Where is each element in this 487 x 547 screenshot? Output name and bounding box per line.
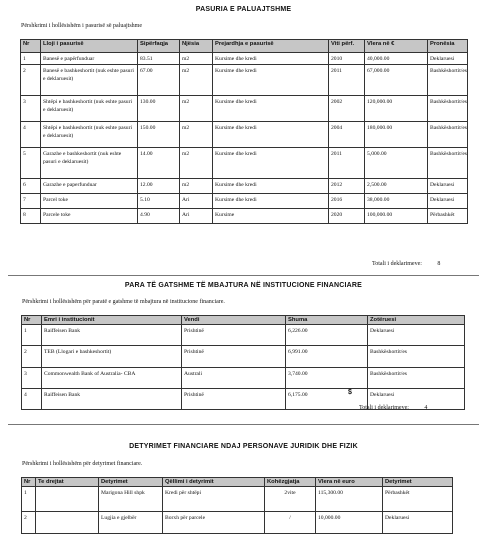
cell-creditor: Marigona Hill shpk — [99, 487, 163, 512]
cell-area: 5.10 — [138, 194, 180, 209]
cell-origin: Kursime dhe kredi — [213, 65, 329, 96]
cell-value: 67,000.00 — [365, 65, 428, 96]
funds-total-value: 4 — [424, 405, 428, 411]
header-country: Vendi — [182, 316, 286, 325]
cell-unit: m2 — [180, 179, 213, 194]
cell-property-type: Parcel toke — [41, 194, 138, 209]
cell-institution: Commonwealth Bank of Australia- CBA — [42, 368, 182, 389]
property-table-header — [21, 40, 468, 53]
table-row — [22, 368, 465, 389]
cell-institution: Raiffeisen Bank — [42, 389, 182, 410]
cell-nr: 4 — [22, 389, 42, 410]
cell-ownership: Deklaruesi — [428, 53, 468, 65]
table-row — [21, 53, 468, 65]
cell-property-type: Shtëpi e bashkeshortit (nuk eshte pasuri e deklaruesit) — [41, 122, 138, 148]
header-obligations: Detyrimet — [383, 478, 453, 487]
cell-value: 38,000.00 — [365, 194, 428, 209]
cell-nr: 8 — [21, 209, 41, 224]
cell-holder: Bashkëshortit/es — [368, 368, 465, 389]
cell-area: 12.00 — [138, 179, 180, 194]
table-row — [21, 148, 468, 179]
section-divider — [8, 424, 479, 425]
funds-table — [21, 315, 465, 410]
cell-nr: 1 — [22, 487, 36, 512]
cell-unit: m2 — [180, 148, 213, 179]
cell-value: 100,000.00 — [365, 209, 428, 224]
cell-nr: 7 — [21, 194, 41, 209]
table-row — [21, 122, 468, 148]
property-total — [372, 261, 440, 267]
cell-institution: Raiffeisen Bank — [42, 325, 182, 346]
cell-ownership: Bashkëshortit/es — [428, 122, 468, 148]
cell-duration: / — [265, 512, 316, 534]
cell-ownership: Bashkëshortit/es — [428, 65, 468, 96]
header-creditor: Detyrimet — [99, 478, 163, 487]
cell-origin: Kursime dhe kredi — [213, 122, 329, 148]
cell-nr: 2 — [22, 346, 42, 368]
header-nr: Nr — [21, 40, 41, 53]
cell-ownership: Bashkëshortit/es — [428, 148, 468, 179]
cell-year: 2010 — [329, 53, 365, 65]
cell-origin: Kursime dhe kredi — [213, 194, 329, 209]
header-duration: Kohëzgjatja — [265, 478, 316, 487]
table-row — [21, 209, 468, 224]
cell-area: 150.00 — [138, 122, 180, 148]
table-row — [21, 179, 468, 194]
funds-section-title: PARA TË GATSHME TË MBAJTURA NË INSTITUCIONE FINANCIARE — [124, 282, 363, 289]
header-property-type: Lloji i pasurisë — [41, 40, 138, 53]
property-section-intro: Përshkrimi i hollësishëm i pasurisë së paluajtshme — [21, 23, 142, 29]
cell-purpose: Kredi për shtëpi — [163, 487, 265, 512]
debts-table — [21, 477, 453, 534]
cell-ownership: Bashkëshortit/es — [428, 96, 468, 122]
cell-amount: 6,226.00 — [286, 325, 368, 346]
table-row — [22, 346, 465, 368]
property-total-value: 8 — [437, 261, 441, 267]
cell-value: 180,000.00 — [365, 122, 428, 148]
cell-nr: 4 — [21, 122, 41, 148]
cell-year: 2002 — [329, 96, 365, 122]
funds-section-intro: Përshkrimi i hollësishëm për paratë e gatshme të mbajtura në institucione financiare. — [22, 299, 225, 305]
header-value-eur: Vlera në euro — [316, 478, 383, 487]
cell-unit: m2 — [180, 65, 213, 96]
header-rights: Te drejtat — [36, 478, 99, 487]
cell-value-eur: 10,000.00 — [316, 512, 383, 534]
property-total-label: Totali i deklarimeve: — [372, 261, 422, 267]
header-year: Viti përf. — [329, 40, 365, 53]
table-row — [22, 512, 453, 534]
cell-unit: Ari — [180, 209, 213, 224]
funds-total — [359, 405, 427, 411]
cell-origin: Kursime dhe kredi — [213, 148, 329, 179]
cell-year: 2004 — [329, 122, 365, 148]
header-purpose: Qëllimi i detyrimit — [163, 478, 265, 487]
cell-purpose: Borxh për parcele — [163, 512, 265, 534]
cell-nr: 2 — [21, 65, 41, 96]
header-origin: Prejardhja e pasurisë — [213, 40, 329, 53]
cell-property-type: Garazhe e bashkeshortit (nuk eshte pasuri e deklaruesit) — [41, 148, 138, 179]
cell-property-type: Parcele toke — [41, 209, 138, 224]
cell-rights — [36, 487, 99, 512]
cell-value: 40,000.00 — [365, 53, 428, 65]
cell-origin: Kursime dhe kredi — [213, 96, 329, 122]
cell-creditor: Lugjia e gjelbër — [99, 512, 163, 534]
cell-nr: 2 — [22, 512, 36, 534]
cell-area: 14.00 — [138, 148, 180, 179]
cell-value: 120,000.00 — [365, 96, 428, 122]
cell-obligation: Përbashkët — [383, 487, 453, 512]
cell-year: 2011 — [329, 148, 365, 179]
cell-rights — [36, 512, 99, 534]
header-amount: Shuma — [286, 316, 368, 325]
cell-obligation: Deklaruesi — [383, 512, 453, 534]
cell-ownership: Deklaruesi — [428, 179, 468, 194]
cell-year: 2011 — [329, 65, 365, 96]
cell-year: 2016 — [329, 194, 365, 209]
debts-section-title: DETYRIMET FINANCIARE NDAJ PERSONAVE JURIDIK DHE FIZIK — [129, 443, 358, 450]
cell-origin: Kursime dhe kredi — [213, 179, 329, 194]
cell-origin: Kursime — [213, 209, 329, 224]
table-row — [22, 487, 453, 512]
cell-ownership: Deklaruesi — [428, 194, 468, 209]
cell-value: 5,000.00 — [365, 148, 428, 179]
cell-amount: 3,740.00 — [286, 368, 368, 389]
header-nr: Nr — [22, 316, 42, 325]
cell-value-eur: 115,300.00 — [316, 487, 383, 512]
cell-amount: 6,175.00 — [286, 389, 368, 410]
cell-property-type: Banesë e papërfunduar — [41, 53, 138, 65]
cell-ownership: Përbashkët — [428, 209, 468, 224]
cell-value: 2,500.00 — [365, 179, 428, 194]
header-unit: Njësia — [180, 40, 213, 53]
cell-holder: Deklaruesi — [368, 389, 465, 410]
cell-country: Prishtinë — [182, 325, 286, 346]
currency-mark: $ — [348, 389, 352, 396]
cell-area: 67.00 — [138, 65, 180, 96]
cell-property-type: Garazhe e paperfunduar — [41, 179, 138, 194]
cell-unit: m2 — [180, 122, 213, 148]
table-row — [21, 96, 468, 122]
cell-country: Australi — [182, 368, 286, 389]
cell-unit: m2 — [180, 53, 213, 65]
cell-nr: 6 — [21, 179, 41, 194]
header-holder: Zotëruesi — [368, 316, 465, 325]
section-divider — [8, 275, 479, 276]
cell-amount: 6,991.00 — [286, 346, 368, 368]
property-section-title: PASURIA E PALUAJTSHME — [195, 6, 292, 13]
cell-nr: 5 — [21, 148, 41, 179]
header-area: Sipërfaqja — [138, 40, 180, 53]
cell-unit: m2 — [180, 96, 213, 122]
table-row — [22, 325, 465, 346]
header-ownership: Pronësia — [428, 40, 468, 53]
debts-section-intro: Përshkrimi i hollësishëm për detyrimet financiare. — [22, 461, 143, 467]
cell-holder: Bashkëshortit/es — [368, 346, 465, 368]
cell-country: Prishtinë — [182, 389, 286, 410]
cell-year: 2012 — [329, 179, 365, 194]
cell-area: 130.00 — [138, 96, 180, 122]
cell-area: 83.51 — [138, 53, 180, 65]
cell-unit: Ari — [180, 194, 213, 209]
header-value: Vlera në € — [365, 40, 428, 53]
cell-area: 4.90 — [138, 209, 180, 224]
cell-nr: 1 — [21, 53, 41, 65]
cell-country: Prishtinë — [182, 346, 286, 368]
cell-duration: 2vite — [265, 487, 316, 512]
debts-table-header — [22, 478, 453, 487]
cell-property-type: Banesë e bashkeshortit (nuk eshte pasuri e deklaruesit) — [41, 65, 138, 96]
funds-total-label: Totali i deklarimeve: — [359, 405, 409, 411]
property-table — [20, 39, 468, 224]
cell-origin: Kursime dhe kredi — [213, 53, 329, 65]
cell-nr: 1 — [22, 325, 42, 346]
cell-property-type: Shtëpi e bashkeshortit (nuk eshte pasuri e deklaruesit) — [41, 96, 138, 122]
table-row — [21, 65, 468, 96]
table-row — [21, 194, 468, 209]
cell-holder: Deklaruesi — [368, 325, 465, 346]
cell-year: 2020 — [329, 209, 365, 224]
cell-institution: TEB (Llogari e bashkeshortit) — [42, 346, 182, 368]
cell-nr: 3 — [22, 368, 42, 389]
header-institution: Emri i institucionit — [42, 316, 182, 325]
funds-table-header — [22, 316, 465, 325]
cell-nr: 3 — [21, 96, 41, 122]
header-nr: Nr — [22, 478, 36, 487]
